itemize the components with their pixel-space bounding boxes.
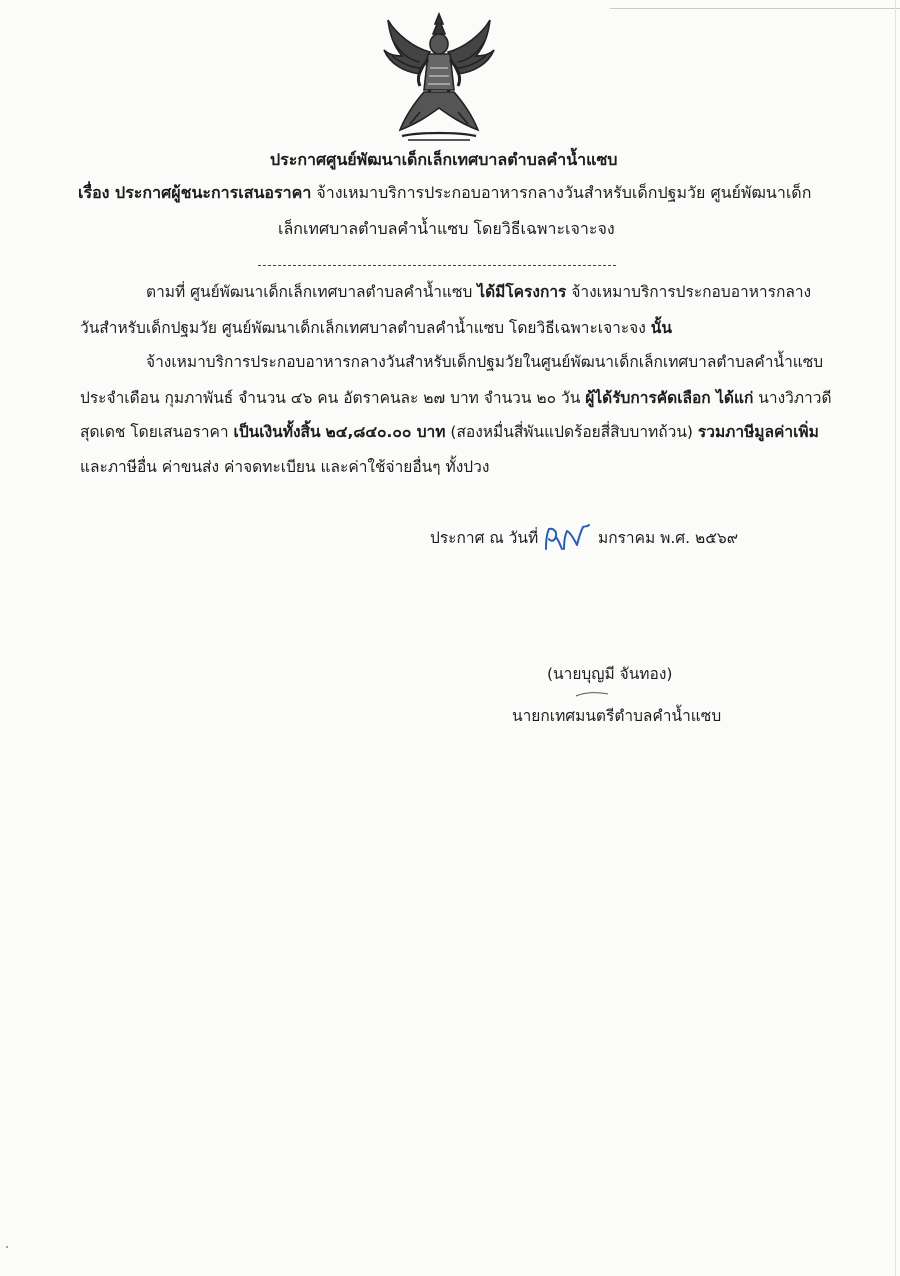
text-span: จ้างเหมาบริการประกอบอาหารกลาง <box>571 283 812 301</box>
subject-line-1 <box>78 183 811 203</box>
paragraph-1-line-2 <box>80 318 672 338</box>
text-span: สุดเดช <box>80 423 126 441</box>
scan-speck <box>6 1246 8 1248</box>
subject-text-2: เล็กเทศบาลตำบลคำน้ำแซบ โดยวิธีเฉพาะเจาะจง <box>278 219 615 238</box>
subject-label: เรื่อง ประกาศผู้ชนะการเสนอราคา <box>78 183 312 202</box>
signature-mark <box>575 690 609 698</box>
text-span: (สองหมื่นสี่พันแปดร้อยสี่สิบบาทถ้วน) <box>450 423 693 441</box>
signer-position: นายกเทศมนตรีตำบลคำน้ำแซบ <box>512 707 722 725</box>
signer-name: (นายบุญมี จันทอง) <box>547 665 673 683</box>
text-span: ผู้ได้รับการคัดเลือก ได้แก่ <box>585 389 754 407</box>
text-span: นางวิภาวดี <box>758 389 832 407</box>
text-span: เป็นเงินทั้งสิ้น <box>233 423 321 441</box>
text-span: ประจำเดือน กุมภาพันธ์ จำนวน ๔๖ คน อัตราคนละ ๒๗ บาท จำนวน ๒๐ วัน <box>80 389 581 407</box>
text-span: รวมภาษีมูลค่าเพิ่ม <box>697 423 819 441</box>
text-span: นั้น <box>650 319 672 337</box>
paragraph-2-line-4: และภาษีอื่น ค่าขนส่ง ค่าจดทะเบียน และค่าใช้จ่ายอื่นๆ ทั้งปวง <box>80 458 490 476</box>
text-span: ได้มีโครงการ <box>477 283 567 301</box>
text-span: โดยเสนอราคา <box>130 423 229 441</box>
paragraph-2-line-2 <box>80 388 832 408</box>
text-span: ศูนย์พัฒนาเด็กเล็กเทศบาลตำบลคำน้ำแซบ <box>190 283 473 301</box>
scan-right-edge <box>895 0 896 1276</box>
paragraph-1-line-1 <box>146 282 811 302</box>
garuda-emblem-icon <box>380 12 498 142</box>
paragraph-2-line-1: จ้างเหมาบริการประกอบอาหารกลางวันสำหรับเด็กปฐมวัยในศูนย์พัฒนาเด็กเล็กเทศบาลตำบลคำน้ำแซบ <box>146 353 824 371</box>
paragraph-2-line-3 <box>80 422 819 442</box>
announce-prefix: ประกาศ ณ วันที่ <box>430 529 539 547</box>
subject-text-1: จ้างเหมาบริการประกอบอาหารกลางวันสำหรับเด็กปฐมวัย ศูนย์พัฒนาเด็ก <box>316 183 812 202</box>
divider <box>258 265 616 266</box>
handwritten-day <box>543 523 593 553</box>
text-span: วันสำหรับเด็กปฐมวัย ศูนย์พัฒนาเด็กเล็กเทศบาลตำบลคำน้ำแซบ โดยวิธีเฉพาะเจาะจง <box>80 319 646 337</box>
scan-edge-line <box>610 8 900 9</box>
announce-suffix: มกราคม พ.ศ. ๒๕๖๙ <box>598 529 739 547</box>
text-span: ๒๔,๘๔๐.๐๐ บาท <box>325 423 446 441</box>
page-title: ประกาศศูนย์พัฒนาเด็กเล็กเทศบาลตำบลคำน้ำแซบ <box>270 150 618 169</box>
text-span: ตามที่ <box>146 283 186 301</box>
